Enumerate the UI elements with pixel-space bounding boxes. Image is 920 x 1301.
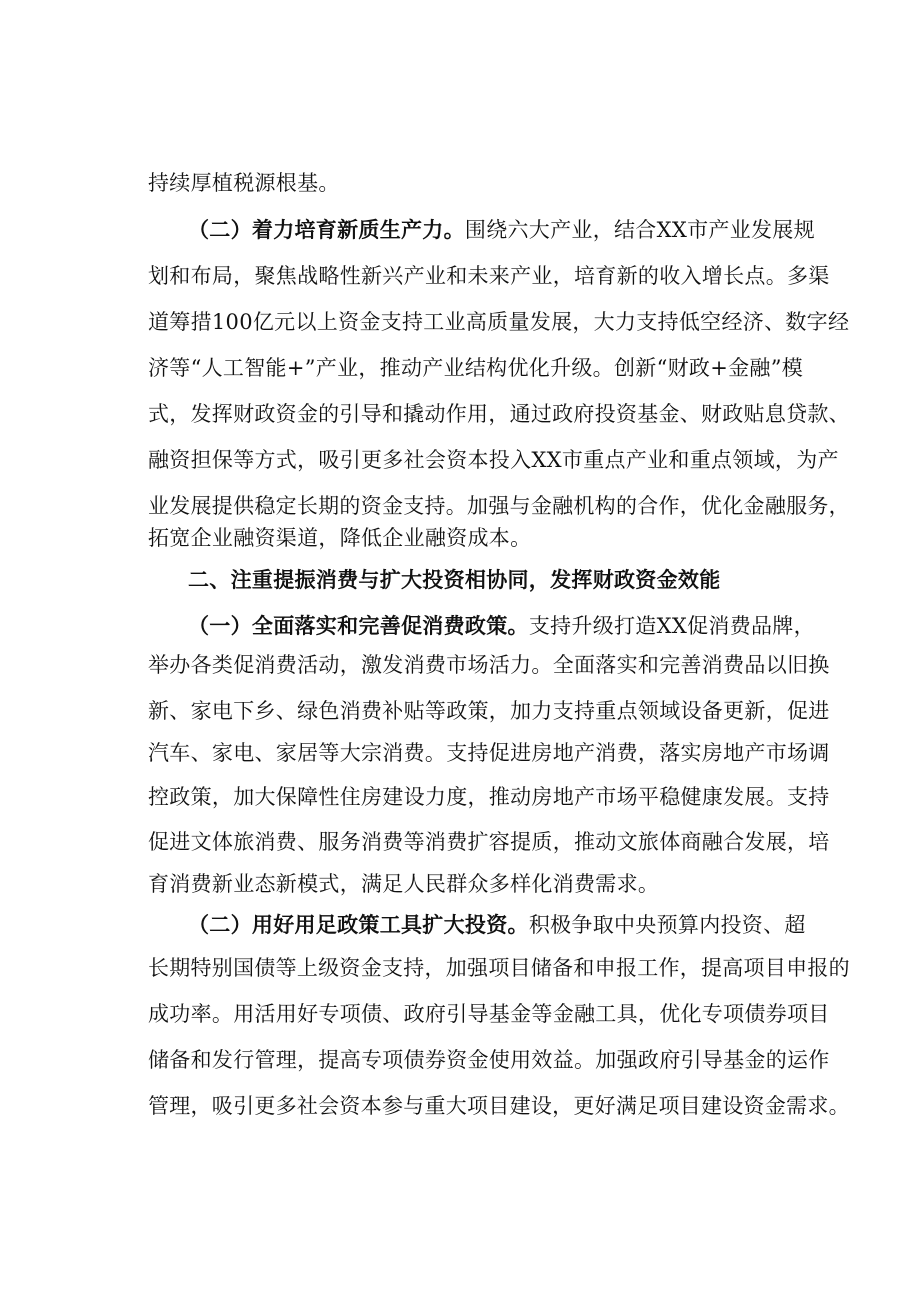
paragraph-line: 持续厚植税源根基。 (148, 171, 340, 195)
subsection-heading-line (188, 215, 815, 245)
paragraph-line: 促进文体旅消费、服务消费等消费扩容提质，推动文旅体商融合发展，培 (148, 830, 830, 854)
paragraph-text: 支持升级打造XX促消费品牌， (528, 614, 815, 638)
subsection-heading: （二）着力培育新质生产力。 (188, 217, 465, 242)
paragraph-line: 长期特别国债等上级资金支持，加强项目储备和申报工作，提高项目申报的 (148, 956, 850, 980)
paragraph-line: 业发展提供稳定长期的资金支持。加强与金融机构的合作，优化金融服务， (148, 494, 850, 518)
paragraph-line: 划和布局，聚焦战略性新兴产业和未来产业，培育新的收入增长点。多渠 (148, 264, 830, 288)
paragraph-line: 融资担保等方式，吸引更多社会资本投入XX市重点产业和重点领域，为产 (148, 448, 839, 472)
paragraph-text: 积极争取中央预算内投资、超 (528, 913, 806, 937)
paragraph-line: 控政策，加大保障性住房建设力度，推动房地产市场平稳健康发展。支持 (148, 785, 830, 809)
paragraph-line: 成功率。用活用好专项债、政府引导基金等金融工具，优化专项债券项目 (148, 1002, 830, 1026)
paragraph-line: 举办各类促消费活动，激发消费市场活力。全面落实和完善消费品以旧换 (148, 653, 830, 677)
paragraph-line: 汽车、家电、家居等大宗消费。支持促进房地产消费，落实房地产市场调 (148, 741, 830, 765)
section-heading: 二、注重提振消费与扩大投资相协同，发挥财政资金效能 (188, 567, 721, 592)
subsection-heading-line (188, 611, 815, 641)
paragraph-line: 道筹措100亿元以上资金支持工业高质量发展，大力支持低空经济、数字经 (148, 310, 850, 334)
paragraph-line: 育消费新业态新模式，满足人民群众多样化消费需求。 (148, 872, 660, 896)
paragraph-line: 储备和发行管理，提高专项债券资金使用效益。加强政府引导基金的运作 (148, 1048, 830, 1072)
paragraph-line: 拓宽企业融资渠道，降低企业融资成本。 (148, 526, 532, 550)
subsection-heading-line (188, 910, 806, 940)
subsection-heading: （一）全面落实和完善促消费政策。 (188, 613, 529, 638)
paragraph-line: 式，发挥财政资金的引导和撬动作用，通过政府投资基金、财政贴息贷款、 (148, 402, 850, 426)
subsection-heading: （二）用好用足政策工具扩大投资。 (188, 912, 529, 937)
paragraph-line: 管理，吸引更多社会资本参与重大项目建设，更好满足项目建设资金需求。 (148, 1094, 850, 1118)
paragraph-text: 围绕六大产业，结合XX市产业发展规 (464, 218, 815, 242)
paragraph-line: 新、家电下乡、绿色消费补贴等政策，加力支持重点领域设备更新，促进 (148, 699, 830, 723)
paragraph-line: 济等“人工智能+”产业，推动产业结构优化升级。创新“财政+金融”模 (148, 356, 804, 380)
